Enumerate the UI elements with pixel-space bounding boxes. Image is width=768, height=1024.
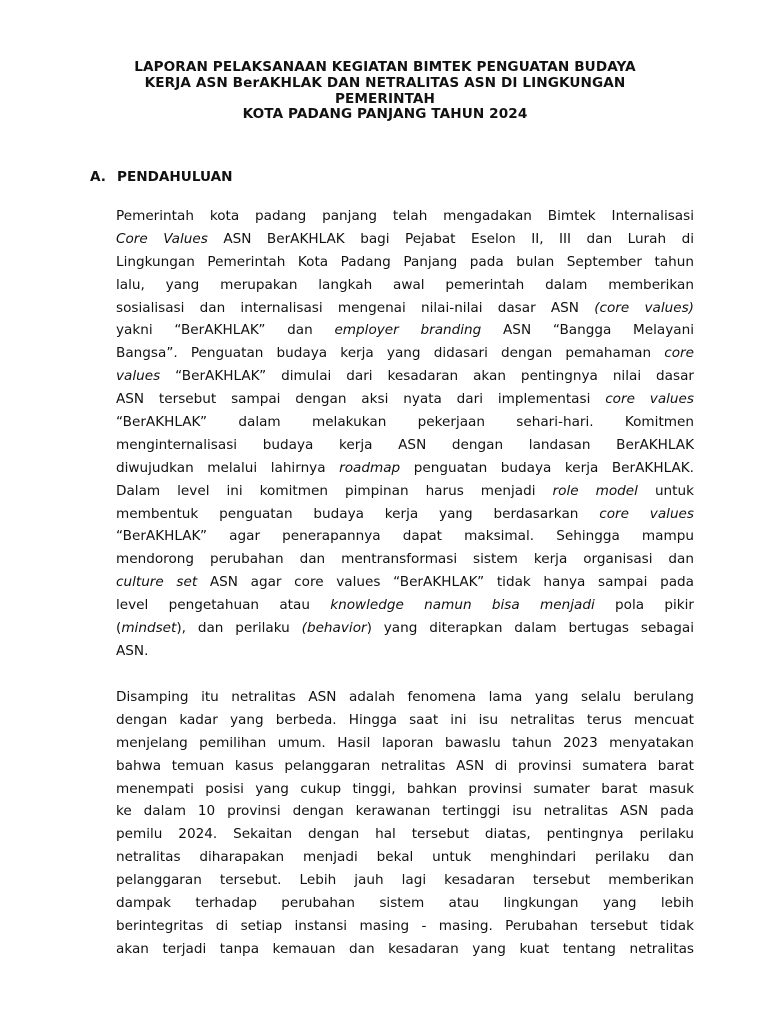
title-line: KERJA ASN BerAKHLAK DAN NETRALITAS ASN DI LINGKUNGAN [144, 74, 626, 91]
text-run: ) yang diterapkan dalam bertugas sebagai [366, 620, 694, 637]
text-run: akan terjadi tanpa kemauan dan kesadaran yang kuat tentang netralitas [116, 940, 694, 957]
text-run: pola pikir [594, 597, 694, 614]
paragraph-line [116, 915, 694, 938]
text-run: Lingkungan Pemerintah Kota Padang Panjang pada bulan September tahun [116, 253, 694, 270]
text-run: ( [116, 620, 122, 637]
paragraph-line [116, 755, 694, 778]
paragraph-line [116, 205, 694, 228]
paragraph-line [116, 846, 694, 869]
italic-text: (core values) [594, 299, 694, 316]
italic-text: culture set [116, 574, 198, 591]
paragraph-line [116, 548, 694, 571]
paragraph-line [116, 411, 694, 434]
text-run: “BerAKHLAK” agar penerapannya dapat maksimal. Sehingga mampu [116, 528, 694, 545]
paragraph-line [116, 319, 694, 342]
section-heading [90, 168, 233, 186]
title-line: KOTA PADANG PANJANG TAHUN 2024 [242, 106, 528, 123]
italic-text: core [664, 345, 694, 362]
italic-text: role model [552, 482, 638, 499]
text-run: “BerAKHLAK” dalam melakukan pekerjaan sehari-hari. Komitmen [116, 414, 694, 431]
italic-text: core values [599, 505, 695, 522]
text-run: ), dan perilaku [176, 620, 302, 637]
text-run: bahwa temuan kasus pelanggaran netralitas ASN di provinsi sumatera barat [116, 757, 694, 774]
text-run: sosialisasi dan internalisasi mengenai nilai-nilai dasar ASN [116, 299, 595, 316]
text-run: Disamping itu netralitas ASN adalah fenomena lama yang selalu berulang [116, 689, 694, 705]
paragraph-line [116, 503, 694, 526]
text-run: mendorong perubahan dan mentransformasi sistem kerja organisasi dan [116, 551, 694, 568]
text-run: menempati posisi yang cukup tinggi, bahkan provinsi sumater barat masuk [116, 780, 694, 797]
text-run: ASN agar core values “BerAKHLAK” tidak hanya sampai pada [197, 574, 694, 591]
text-run: membentuk penguatan budaya kerja yang berdasarkan [116, 505, 600, 522]
paragraph-line [116, 457, 694, 480]
italic-text: mindset [121, 620, 177, 637]
paragraph-line [116, 800, 694, 823]
text-run: ASN BerAKHLAK bagi Pejabat Eselon II, III dan Lurah di [207, 230, 694, 247]
paragraph-line [116, 938, 694, 961]
italic-text: employer branding [334, 322, 482, 339]
paragraph-line [116, 274, 694, 297]
document-title [80, 60, 690, 123]
paragraph-neutrality [116, 686, 694, 961]
text-run: ASN. [116, 642, 149, 659]
paragraph-line [116, 571, 694, 594]
text-run: penguatan budaya kerja BerAKHLAK. [400, 459, 694, 476]
text-run: yakni “BerAKHLAK” dan [116, 322, 335, 339]
paragraph-line [116, 297, 694, 320]
text-run: ke dalam 10 provinsi dengan kerawanan tertinggi isu netralitas ASN pada [116, 803, 694, 820]
text-run: untuk [637, 482, 694, 499]
paragraph-line [116, 686, 694, 709]
paragraph-line [116, 869, 694, 892]
italic-text: values [116, 368, 161, 385]
text-run: menginternalisasi budaya kerja ASN dengan landasan BerAKHLAK [116, 436, 694, 453]
text-run: menjelang pemilihan umum. Hasil laporan bawaslu tahun 2023 menyatakan [116, 734, 694, 751]
text-run: pelanggaran tersebut. Lebih jauh lagi kesadaran tersebut memberikan [116, 872, 694, 889]
text-run: dampak terhadap perubahan sistem atau lingkungan yang lebih [116, 895, 694, 912]
paragraph-line [116, 732, 694, 755]
italic-text: core values [605, 391, 694, 408]
paragraph-line [116, 388, 694, 411]
text-run: pemilu 2024. Sekaitan dengan hal tersebut diatas, pentingnya perilaku [116, 826, 694, 843]
paragraph-line [116, 251, 694, 274]
title-line: PEMERINTAH [334, 90, 436, 107]
paragraph-line [116, 228, 694, 251]
italic-text: knowledge namun bisa menjadi [330, 597, 595, 614]
paragraph-line [116, 823, 694, 846]
paragraph-line [116, 892, 694, 915]
italic-text: (behavior [301, 620, 367, 637]
text-run: lalu, yang merupakan langkah awal pemerintah dalam memberikan [116, 276, 694, 293]
title-line: LAPORAN PELAKSANAAN KEGIATAN BIMTEK PENGUATAN BUDAYA [134, 59, 636, 75]
text-run: “BerAKHLAK” dimulai dari kesadaran akan pentingnya nilai dasar [160, 368, 694, 385]
paragraph-line [116, 525, 694, 548]
text-run: Pemerintah kota padang panjang telah mengadakan Bimtek Internalisasi [116, 208, 694, 224]
section-title: PENDAHULUAN [117, 169, 233, 185]
text-run: dengan kadar yang berbeda. Hingga saat ini isu netralitas terus mencuat [116, 711, 694, 728]
paragraph-line [116, 778, 694, 801]
text-run: berintegritas di setiap instansi masing - masing. Perubahan tersebut tidak [116, 917, 694, 934]
paragraph-line [116, 594, 694, 617]
text-run: level pengetahuan atau [116, 597, 331, 614]
text-run: diwujudkan melalui lahirnya [116, 459, 340, 476]
paragraph-line [116, 434, 694, 457]
paragraph-line [116, 480, 694, 503]
text-run: ASN “Bangga Melayani [481, 322, 694, 339]
paragraph-line [116, 640, 694, 663]
paragraph-line [116, 342, 694, 365]
text-run: Bangsa”. Penguatan budaya kerja yang didasari dengan pemahaman [116, 345, 665, 362]
section-letter: A. [90, 169, 106, 185]
italic-text: roadmap [339, 459, 401, 476]
paragraph-line [116, 709, 694, 732]
text-run: Dalam level ini komitmen pimpinan harus menjadi [116, 482, 553, 499]
paragraph-line [116, 617, 694, 640]
italic-text: Core Values [116, 230, 208, 247]
paragraph-introduction [116, 205, 694, 663]
text-run: netralitas diharapakan menjadi bekal untuk menghindari perilaku dan [116, 849, 694, 866]
paragraph-line [116, 365, 694, 388]
text-run: ASN tersebut sampai dengan aksi nyata dari implementasi [116, 391, 606, 408]
